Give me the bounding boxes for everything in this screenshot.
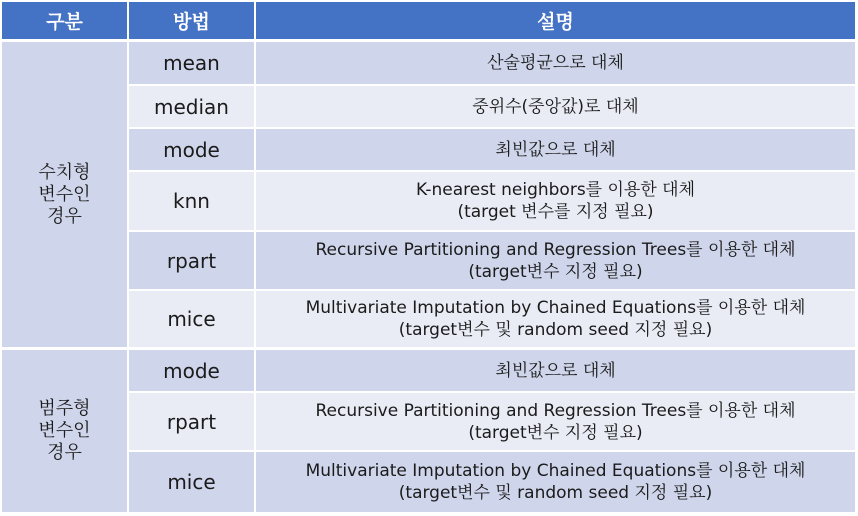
group-label-line: 변수인 xyxy=(38,183,91,205)
group-label-numeric xyxy=(2,42,129,350)
description-cell xyxy=(256,232,855,291)
description-line: Multivariate Imputation by Chained Equations를 이용한 대체 xyxy=(305,298,806,318)
method-cell: mice xyxy=(129,291,256,350)
group-label-line: 경우 xyxy=(47,442,82,463)
method-cell: mice xyxy=(129,452,256,512)
method-cell: mode xyxy=(129,350,256,393)
description-line: (target 변수를 지정 필요) xyxy=(457,202,654,222)
description-line: (target변수 지정 필요) xyxy=(468,422,643,443)
header-method: 방법 xyxy=(129,2,256,42)
description-line: 최빈값으로 대체 xyxy=(495,360,616,381)
description-line: Multivariate Imputation by Chained Equations를 이용한 대체 xyxy=(305,461,806,481)
description-cell xyxy=(256,291,855,350)
description-line: 최빈값으로 대체 xyxy=(495,139,616,160)
description-cell xyxy=(256,393,855,452)
method-cell: median xyxy=(129,86,256,129)
method-cell: mean xyxy=(129,42,256,86)
description-line: K-nearest neighbors를 이용한 대체 xyxy=(415,180,696,200)
description-line: (target변수 및 random seed 지정 필요) xyxy=(398,483,713,503)
description-cell xyxy=(256,129,855,172)
description-cell xyxy=(256,350,855,393)
description-line: Recursive Partitioning and Regression Trees를 이용한 대체 xyxy=(315,239,796,260)
method-cell: knn xyxy=(129,172,256,232)
header-description: 설명 xyxy=(256,2,855,42)
description-cell xyxy=(256,86,855,129)
description-line: (target변수 및 random seed 지정 필요) xyxy=(398,320,713,340)
group-label-line: 변수인 xyxy=(38,420,91,441)
description-line: 중위수(중앙값)로 대체 xyxy=(472,96,639,117)
description-line: (target변수 지정 필요) xyxy=(468,261,643,282)
description-cell xyxy=(256,172,855,232)
group-label-line: 범주형 xyxy=(38,398,91,419)
group-label-line: 수치형 xyxy=(38,161,91,183)
description-line: Recursive Partitioning and Regression Trees를 이용한 대체 xyxy=(315,400,796,421)
header-category: 구분 xyxy=(2,2,129,42)
group-label-categorical xyxy=(2,350,129,512)
group-label-line: 경우 xyxy=(47,205,82,227)
description-line: 산술평균으로 대체 xyxy=(487,53,624,73)
method-cell: rpart xyxy=(129,393,256,452)
imputation-methods-table xyxy=(2,2,855,514)
description-cell xyxy=(256,452,855,512)
method-cell: mode xyxy=(129,129,256,172)
method-cell: rpart xyxy=(129,232,256,291)
description-cell xyxy=(256,42,855,86)
